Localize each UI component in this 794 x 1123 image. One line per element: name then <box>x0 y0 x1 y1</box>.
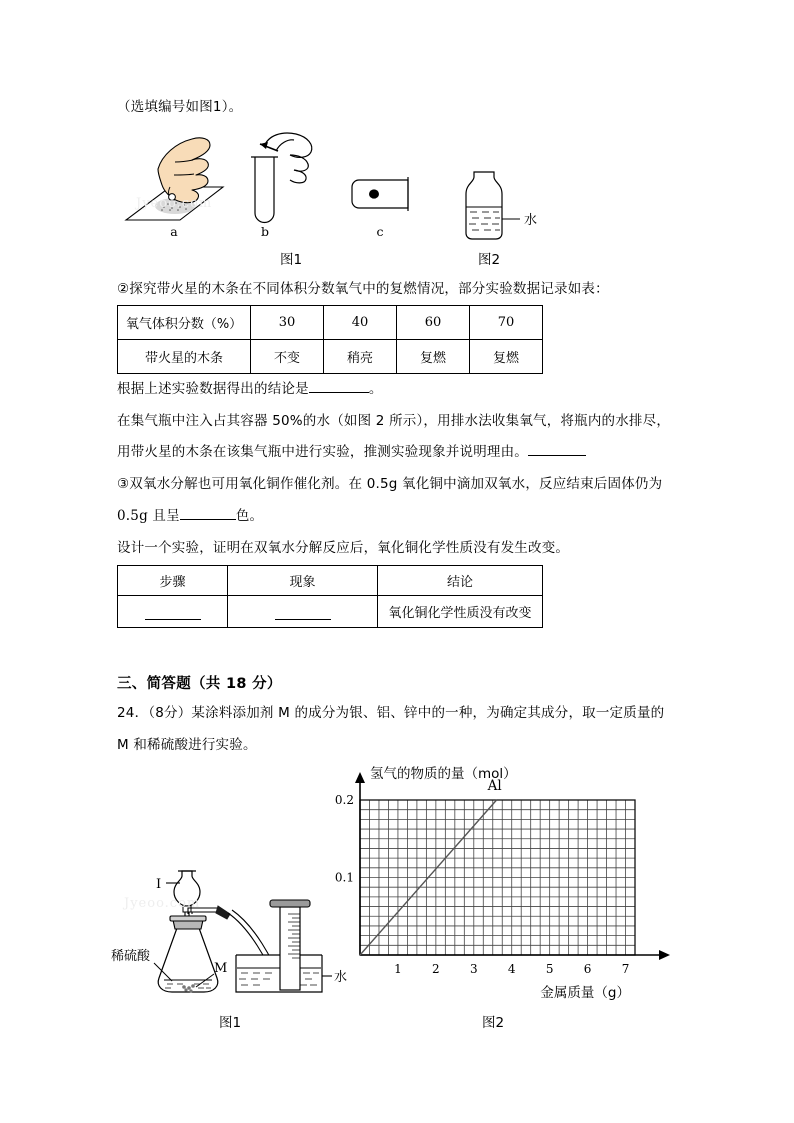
water-trough <box>236 955 322 992</box>
watermark-1: Jyeoo.com <box>136 196 213 211</box>
design-phenomenon-cell[interactable] <box>228 596 378 628</box>
trough-water-label: 水 <box>334 970 348 985</box>
hydrogen-mass-chart <box>330 758 680 1008</box>
chart-axes <box>360 778 662 955</box>
x-axis-tick-label: 1 <box>394 962 402 976</box>
x-axis-tick-label: 7 <box>621 962 630 976</box>
x-axis-tick-label: 2 <box>432 962 440 976</box>
oxygen-row-header: 氧气体积分数（%） <box>118 306 251 340</box>
apparatus-figure-caption: 图1 <box>219 1015 242 1031</box>
item3-text-pre: 0.5g 且呈 <box>117 508 180 524</box>
gas-jar-line-2 <box>117 444 586 460</box>
table-cell: 不变 <box>251 340 324 374</box>
oxygen-data-table <box>117 305 543 374</box>
splint-row-header: 带火星的木条 <box>118 340 251 374</box>
chart-gridlines <box>360 800 635 955</box>
x-axis-tick-label: 3 <box>469 962 478 976</box>
item3-line-1: ③双氧水分解也可用氧化铜作催化剂。在 0.5g 氧化铜中滴加双氧水，反应结束后固体仍为 <box>117 476 663 492</box>
table-cell: 70 <box>470 306 543 340</box>
figure-a-label: a <box>170 224 178 239</box>
item3-text-post: 色。 <box>235 508 264 524</box>
item3-line-2 <box>117 508 263 524</box>
conclusion-line <box>117 381 383 397</box>
chart-series-label: Al <box>487 778 502 794</box>
answer-blank[interactable] <box>275 619 331 620</box>
table-cell: 40 <box>324 306 397 340</box>
item2-prompt: ②探究带火星的木条在不同体积分数氧气中的复燃情况，部分实验数据记录如表： <box>117 281 609 297</box>
x-axis-title: 金属质量（g） <box>540 985 630 1001</box>
answer-blank[interactable] <box>309 392 369 393</box>
sample-m-label: M <box>214 961 228 976</box>
figure-1-caption: 图1 <box>280 252 303 268</box>
figure-c-illustration <box>352 177 408 211</box>
apparatus-figure <box>110 850 350 1000</box>
funnel-label: I <box>156 877 162 892</box>
answer-blank[interactable] <box>180 519 236 520</box>
x-axis-tick-label: 4 <box>507 962 516 976</box>
question-24-line-1: 24．（8分）某涂料添加剂 M 的成分为银、铝、锌中的一种，为确定其成分，取一定质量的 <box>117 705 665 721</box>
table-cell: 复燃 <box>397 340 470 374</box>
design-conclusion-cell: 氧化铜化学性质没有改变 <box>378 596 543 628</box>
gas-jar-water-label: 水 <box>524 213 538 228</box>
answer-blank[interactable] <box>528 455 586 456</box>
answer-blank[interactable] <box>145 619 201 620</box>
table-cell: 稍亮 <box>324 340 397 374</box>
question-24-line-2: M 和稀硫酸进行实验。 <box>117 737 257 753</box>
conclusion-text-post: 。 <box>368 381 383 397</box>
table-row <box>118 340 543 374</box>
design-step-cell[interactable] <box>118 596 228 628</box>
figure-group-2 <box>455 163 565 243</box>
design-col-phenomenon: 现象 <box>228 566 378 596</box>
y-axis-tick-label: 0.2 <box>334 793 354 807</box>
intro-line: （选填编号如图1）。 <box>117 99 243 115</box>
design-experiment-line: 设计一个实验，证明在双氧水分解反应后，氧化铜化学性质没有发生改变。 <box>117 540 570 556</box>
chart-figure-caption: 图2 <box>482 1015 505 1031</box>
dilute-acid-label: 稀硫酸 <box>111 949 151 964</box>
x-axis-arrow <box>659 950 670 960</box>
design-experiment-table <box>117 565 543 628</box>
figure-b-label: b <box>260 224 270 239</box>
design-col-conclusion: 结论 <box>378 566 543 596</box>
y-axis-title: 氢气的物质的量（mol） <box>370 766 517 782</box>
conclusion-text-pre: 根据上述实验数据得出的结论是 <box>117 381 309 397</box>
table-cell: 60 <box>397 306 470 340</box>
figure-b-illustration <box>251 133 312 222</box>
x-axis-tick-label: 5 <box>545 962 554 976</box>
figure-2-caption: 图2 <box>478 252 501 268</box>
y-axis-tick-label: 0.1 <box>334 870 354 885</box>
gas-jar-text: 用带火星的木条在该集气瓶中进行实验，推测实验现象并说明理由。 <box>117 444 528 460</box>
table-row <box>118 306 543 340</box>
watermark-2: Jyeoo.com <box>124 896 201 911</box>
design-col-step: 步骤 <box>118 566 228 596</box>
x-axis-tick-label: 6 <box>583 962 592 976</box>
table-row <box>118 596 543 628</box>
chart-svg <box>330 758 680 1008</box>
figure-c-label: c <box>376 224 384 239</box>
table-header-row <box>118 566 543 596</box>
table-cell: 复燃 <box>470 340 543 374</box>
section-heading: 三、简答题（共 18 分） <box>117 676 282 692</box>
y-axis-arrow <box>355 772 365 783</box>
gas-jar-line-1: 在集气瓶中注入占其容器 50%的水（如图 2 所示），用排水法收集氧气，将瓶内的水排尽， <box>117 413 671 429</box>
figure-group-1 <box>118 125 448 240</box>
conical-flask <box>158 916 218 993</box>
table-cell: 30 <box>251 306 324 340</box>
